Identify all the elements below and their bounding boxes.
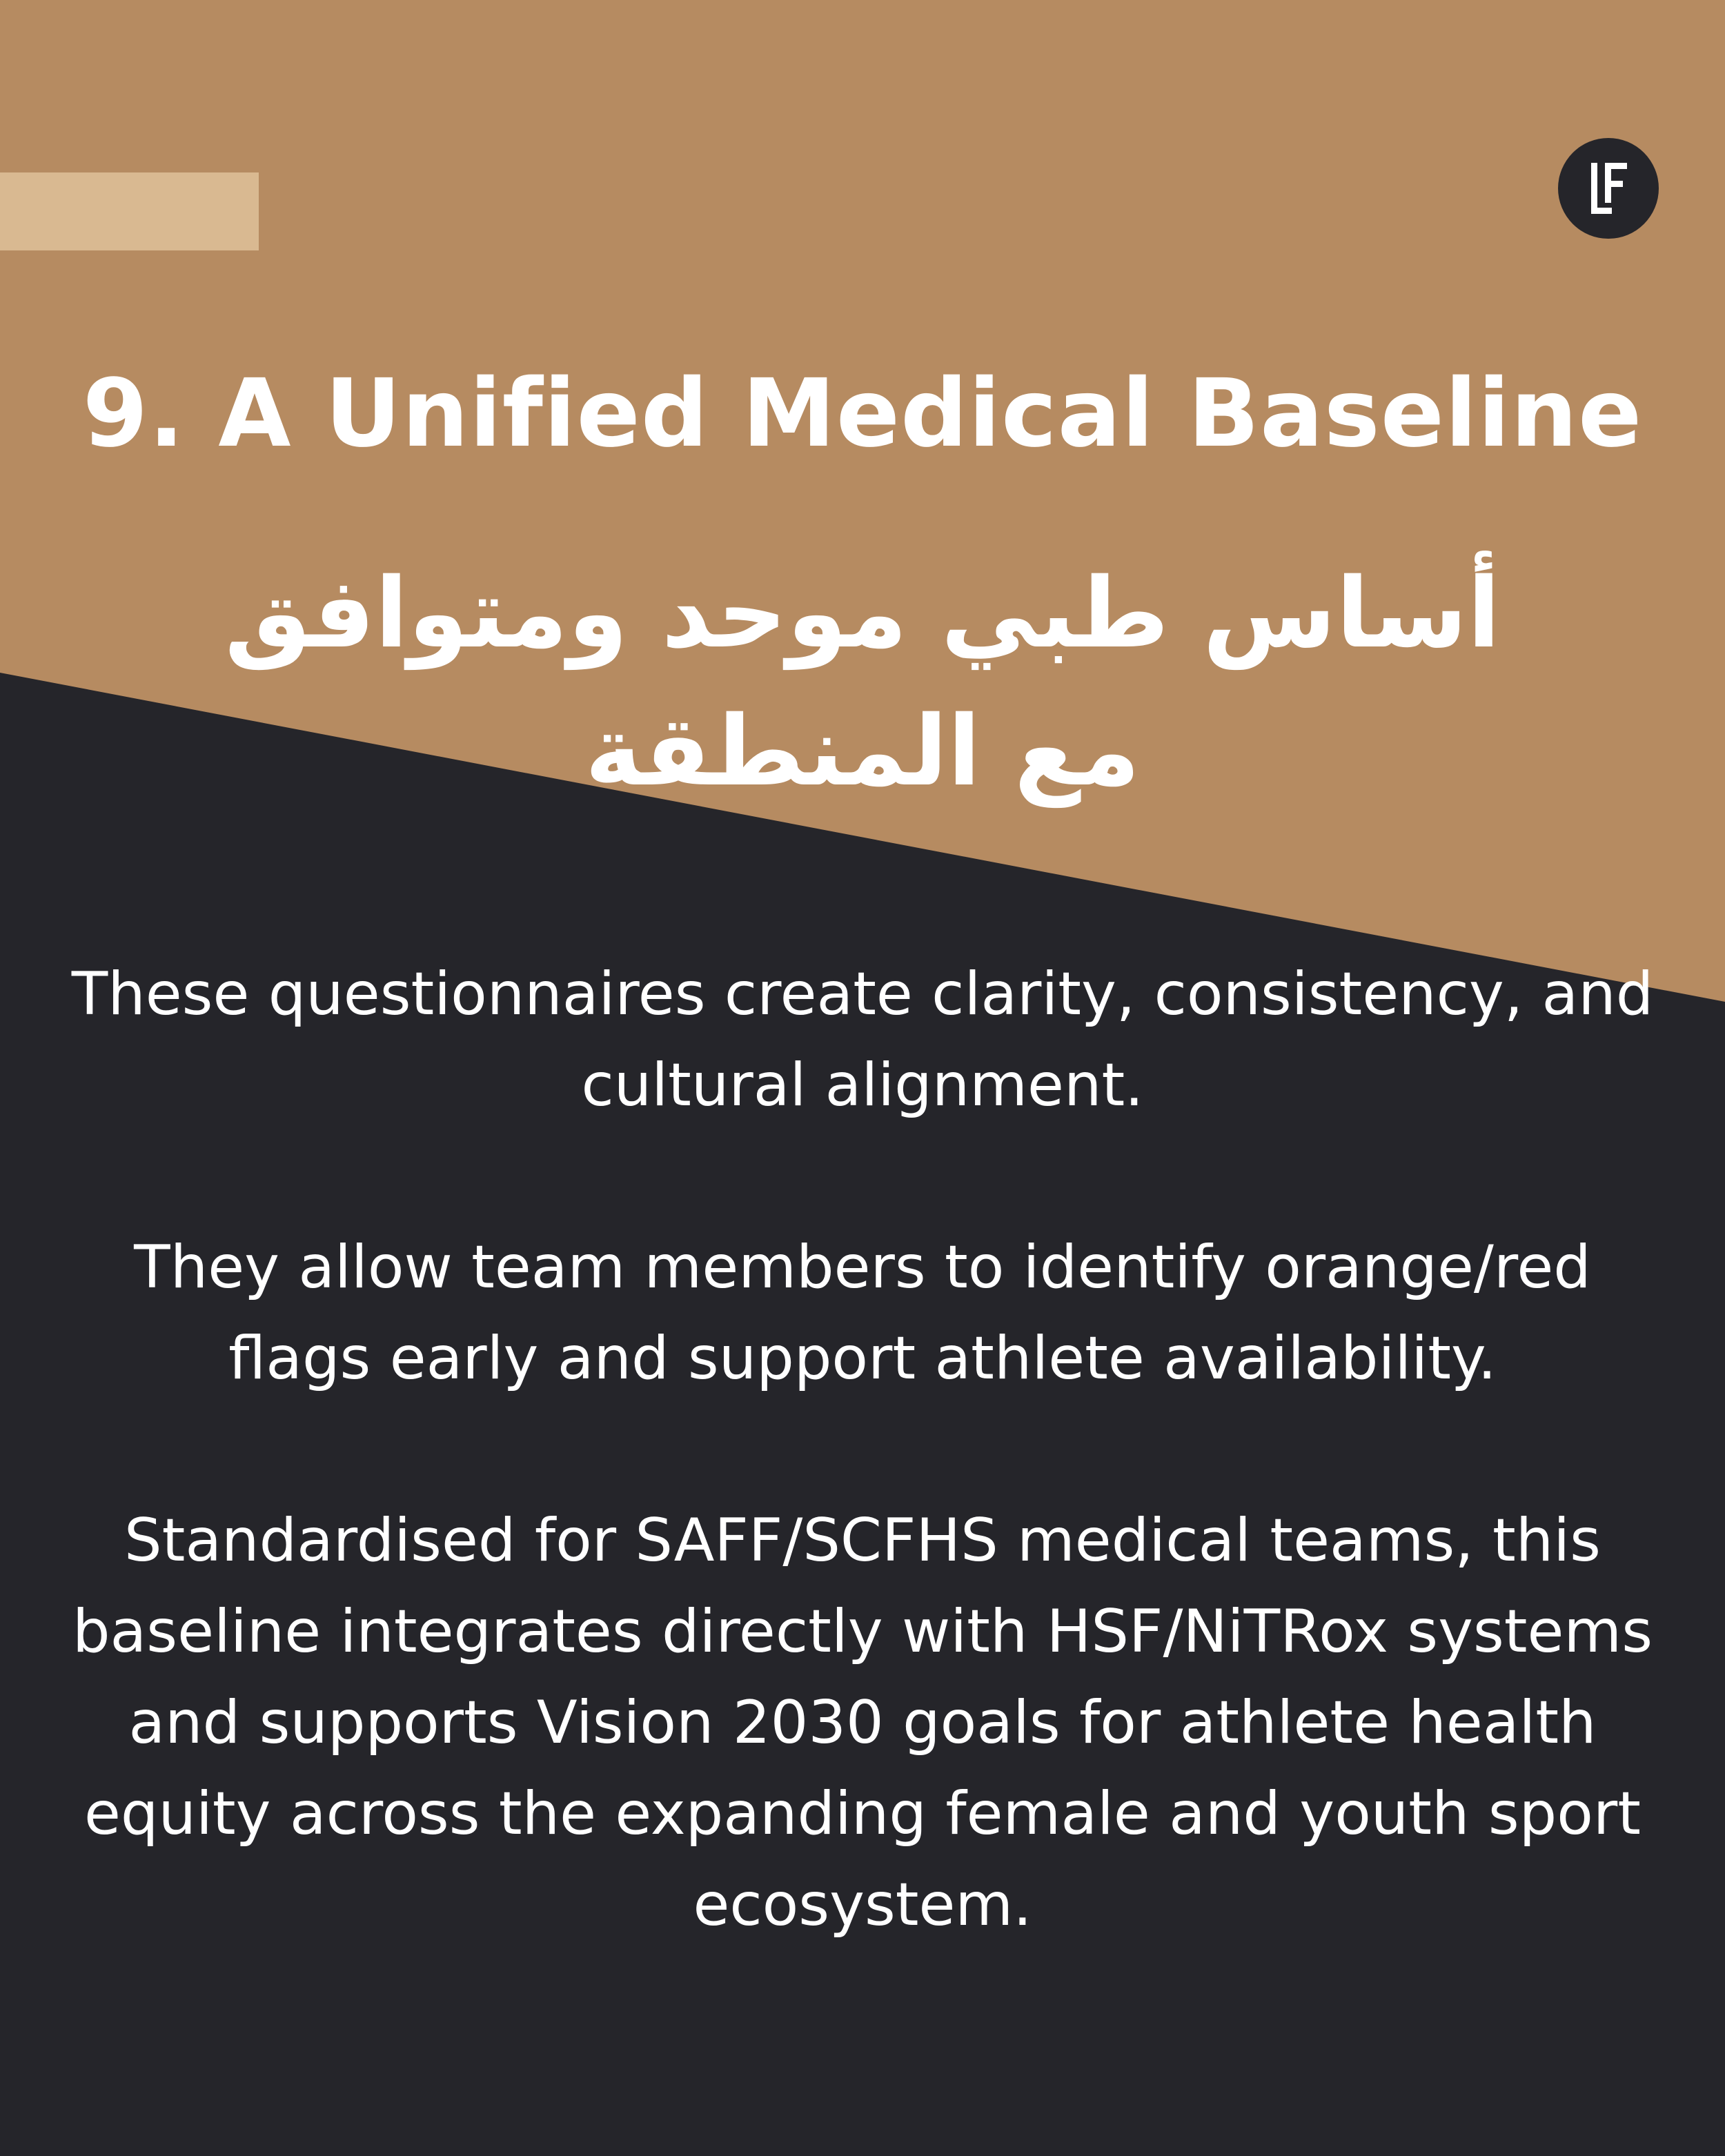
lf-logo-icon — [1558, 138, 1659, 239]
accent-bar — [0, 172, 259, 250]
paragraph: Standardised for SAFF/SCFHS medical teams, this baseline integrates directly with HSF/NiTRox systems and supports Vision 2030 goals for athlete health equity across the expanding female and youth sport ecosystem. — [72, 1506, 1653, 1939]
paragraph: These questionnaires create clarity, consistency, and cultural alignment. — [71, 960, 1654, 1120]
paragraph: They allow team members to identify orange/red flags early and support athlete availability. — [134, 1233, 1591, 1393]
body-text — [62, 949, 1663, 1950]
lf-monogram-icon — [1558, 138, 1659, 239]
arabic-title: أساس طبي موحد ومتوافق مع المنطقة — [224, 557, 1501, 808]
page-title: 9. A Unified Medical Baseline — [82, 359, 1643, 468]
